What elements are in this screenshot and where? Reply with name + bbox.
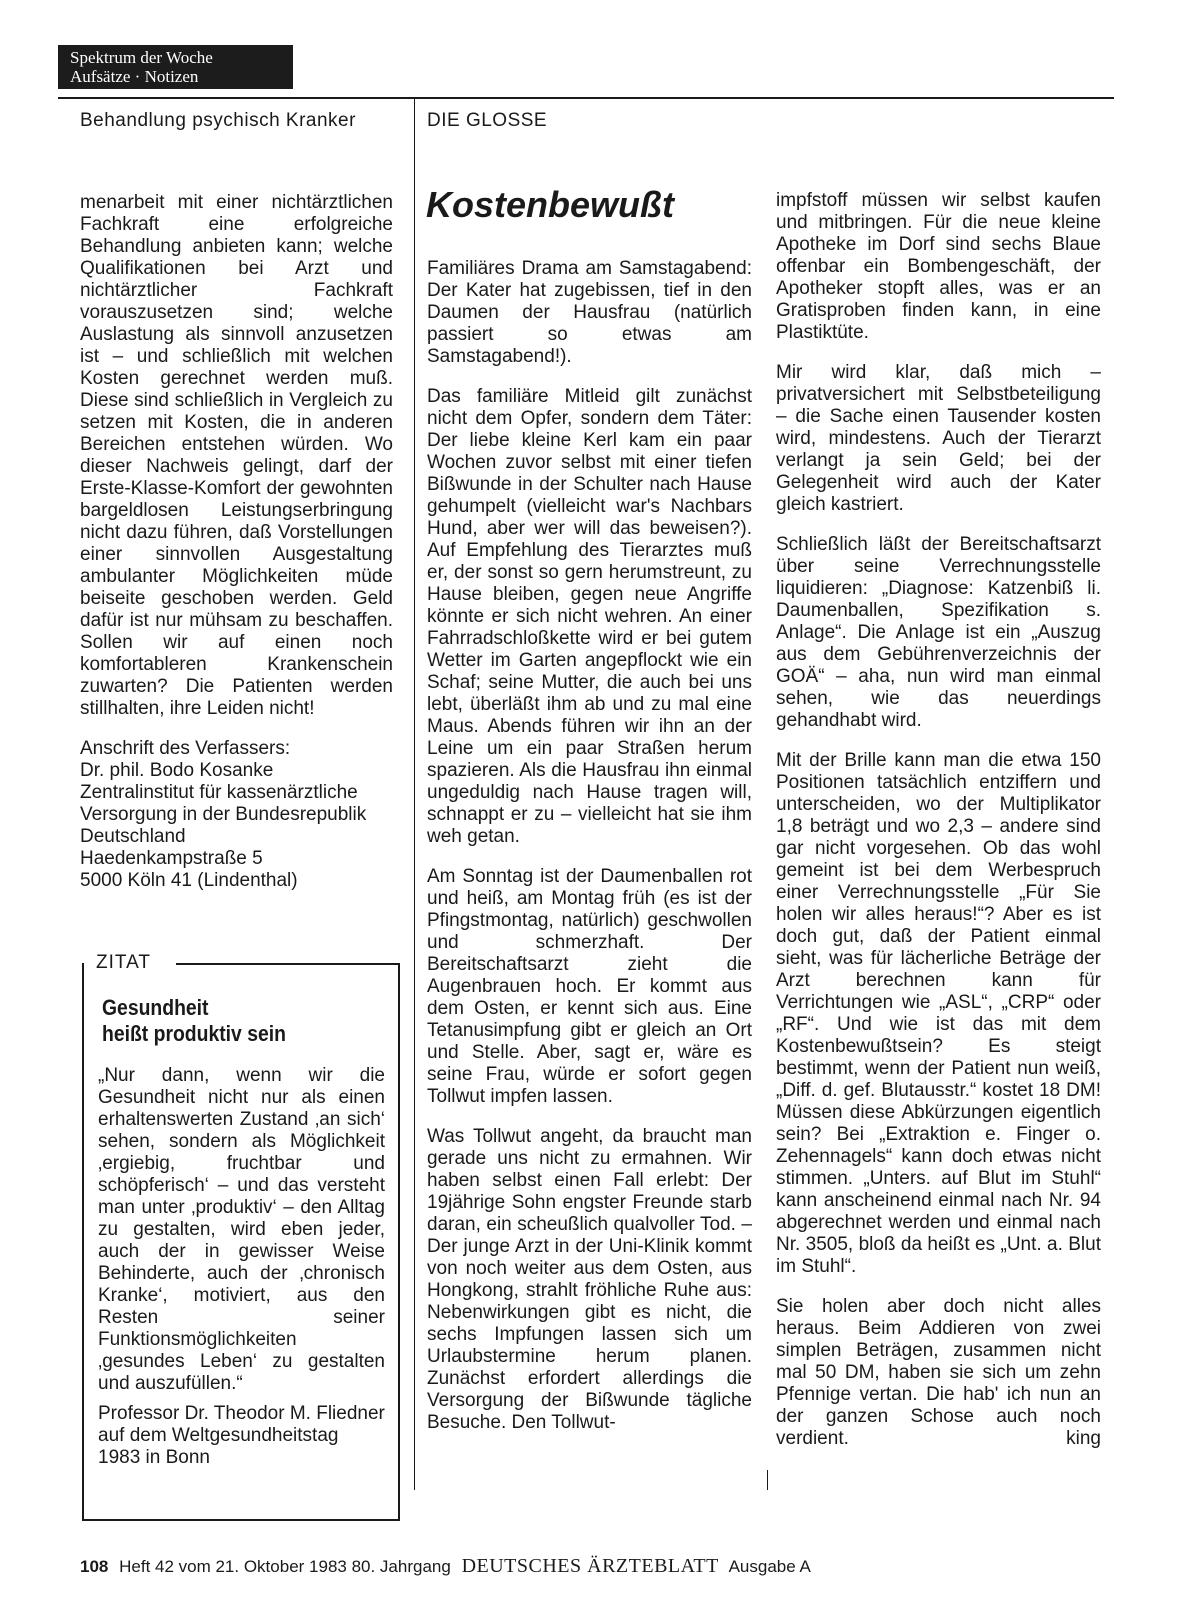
- issue-info: Heft 42 vom 21. Oktober 1983 80. Jahrgang: [119, 1557, 451, 1576]
- paragraph: Was Tollwut angeht, da braucht man gerade uns nicht zu ermahnen. Wir haben selbst einen Fall erlebt: Der 19jährige Sohn engster Freunde starb daran, ein scheußlich qualvoller Tod. – Der junge Arzt in der Uni-Klinik kommt von noch weiter aus dem Osten, aus Hongkong, strahlt fröhliche Ruhe aus: Nebenwirkungen gibt es nicht, die sechs Impfungen lassen sich um Urlaubstermine herum planen. Zunächst erfordert allerdings die Versorgung der Bißwunde tägliche Besuche. Den Tollwut-: [427, 1126, 752, 1433]
- paragraph: Mir wird klar, daß mich – privatversichert mit Selbstbeteiligung – die Sache einen Tausender kosten wird, mindestens. Auch der Tierarzt verlangt ja sein Geld; bei der Gelegenheit wird auch der Kater gleich kastriert.: [776, 362, 1101, 515]
- column-divider: [414, 99, 415, 1490]
- right-section-label: DIE GLOSSE: [427, 110, 548, 131]
- edition: Ausgabe A: [728, 1557, 811, 1576]
- paragraph-text: Sie holen aber doch nicht alles heraus. Beim Addieren von zwei simplen Beträgen, zusammen nicht mal 50 DM, haben sie sich um zehn Pfennige vertan. Die hab' ich nun an der ganzen Schose auch noch verdient.: [776, 1296, 1101, 1449]
- article-continuation: [80, 192, 393, 738]
- quote-body: [98, 1065, 385, 1477]
- header-line-2: Aufsätze · Notizen: [70, 67, 199, 86]
- paragraph-last: [776, 1296, 1101, 1450]
- paragraph: impfstoff müssen wir selbst kaufen und mitbringen. Für die neue kleine Apotheke im Dorf sind sechs Blaue offenbar ein Bombengeschäft, der Apotheker stopft alles, was er an Gratisproben finden kann, in eine Plastiktüte.: [776, 190, 1101, 343]
- glosse-column-1: [427, 258, 752, 1452]
- quote-source: Professor Dr. Theodor M. Fliedner auf dem Weltgesundheitstag 1983 in Bonn: [98, 1403, 385, 1468]
- paragraph: Am Sonntag ist der Daumenballen rot und heiß, am Montag früh (es ist der Pfingstmontag, natürlich) geschwollen und schmerzhaft. Der Bereitschaftsarzt zieht die Augenbrauen hoch. Er kommt aus dem Osten, er kennt sich aus. Eine Tetanusimpfung gibt er gleich an Ort und Stelle. Aber, sagt er, wäre es seine Frau, würde er sofort gegen Tollwut impfen lassen.: [427, 866, 752, 1107]
- section-header-box: [58, 45, 293, 89]
- glosse-column-2: [776, 190, 1101, 1468]
- left-section-label: Behandlung psychisch Kranker: [80, 110, 356, 131]
- address-line: 5000 Köln 41 (Lindenthal): [80, 870, 298, 891]
- quote-box-label: ZITAT: [96, 952, 151, 973]
- header-rule: [58, 97, 1114, 99]
- quote-headline-line-2: heißt produktiv sein: [102, 1021, 286, 1046]
- paragraph: menarbeit mit einer nichtärztlichen Fachkraft eine erfolgreiche Behandlung anbieten kann; welche Qualifikationen bei Arzt und nichtärztlicher Fachkraft vorauszusetzen sind; welche Auslastung als sinnvoll anzusetzen ist – und schließlich mit welchen Kosten gerechnet werden muß. Diese sind schließlich in Vergleich zu setzen mit Kosten, die in anderen Bereichen entstehen würden. Wo dieser Nachweis gelingt, darf der Erste-Klasse-Komfort der gewohnten bargeldlosen Leistungserbringung nicht dazu führen, daß Vorstellungen einer sinnvollen Ausgestaltung ambulanter Möglichkeiten müde beiseite geschoben werden. Geld dafür ist nur mühsam zu beschaffen. Sollen wir auf einen noch komfortableren Krankenschein zuwarten? Die Patienten werden stillhalten, ihre Leiden nicht!: [80, 192, 393, 719]
- address-line: Dr. phil. Bodo Kosanke: [80, 760, 274, 781]
- page-footer: [80, 1555, 811, 1578]
- page-number: 108: [80, 1557, 109, 1576]
- glosse-title: Kostenbewußt: [426, 184, 674, 225]
- paragraph: Familiäres Drama am Samstagabend: Der Kater hat zugebissen, tief in den Daumen der Hausfrau (natürlich passiert so etwas am Samstagabend!).: [427, 258, 752, 367]
- address-line: Haedenkampstraße 5: [80, 848, 263, 869]
- address-line: Zentralinstitut für kassenärztliche: [80, 782, 358, 803]
- author-address: [80, 738, 400, 892]
- quote-headline: [102, 995, 357, 1047]
- magazine-name: DEUTSCHES ÄRZTEBLATT: [461, 1555, 719, 1577]
- paragraph: Das familiäre Mitleid gilt zunächst nicht dem Opfer, sondern dem Täter: Der liebe kleine Kerl kam ein paar Wochen zuvor selbst mit einer tiefen Bißwunde in der Schulter nach Hause gehumpelt (vielleicht war's Nachbars Hund, aber wer will das beweisen?). Auf Empfehlung des Tierarztes muß er, der sonst so gern herumstreunt, zu Hause bleiben, gegen neue Angriffe könnte er sich nicht wehren. An einer Fahrradschloßkette wird er bei gutem Wetter im Garten angepflockt wie ein Schaf; seine Mutter, die auch bei uns lebt, überläßt ihm ab und zu mal eine Maus. Abends führen wir ihn an der Leine um ein paar Straßen herum spazieren. Als die Hausfrau ihn einmal ungeduldig nach Hause tragen will, schnappt er zu – vielleicht hat sie ihm weh getan.: [427, 386, 752, 847]
- paragraph: Mit der Brille kann man die etwa 150 Positionen tatsächlich entziffern und unterscheiden, wo der Multiplikator 1,8 beträgt und wo 2,3 – andere sind gar nicht vorgesehen. Ob das wohl gemeint ist bei dem Werbespruch einer Verrechnungsstelle „Für Sie holen wir alles heraus!“? Aber es ist doch gut, daß der Patient einmal sieht, was für lächerliche Beträge der Arzt berechnen kann für Verrichtungen wie „ASL“, „CRP“ oder „RF“. Und wie ist das mit dem Kostenbewußtsein? Es steigt bestimmt, wenn der Patient nun weiß, „Diff. d. gef. Blutausstr.“ kostet 18 DM! Müssen diese Abkürzungen eigentlich sein? Bei „Extraktion e. Finger o. Zehennagels“ kann doch etwas nicht stimmen. „Unters. auf Blut im Stuhl“ kann anscheinend einmal nach Nr. 94 abgerechnet werden und einmal nach Nr. 3505, bloß da heißt es „Unt. a. Blut im Stuhl“.: [776, 750, 1101, 1277]
- address-line: Versorgung in der Bundesrepublik: [80, 804, 367, 825]
- column-divider-short: [767, 1470, 768, 1490]
- quote-headline-line-1: Gesundheit: [102, 995, 209, 1020]
- header-line-1: Spektrum der Woche: [70, 48, 213, 67]
- address-line: Anschrift des Verfassers:: [80, 738, 291, 759]
- quote-box-top-rule: [176, 963, 400, 965]
- author-signature: king: [1066, 1428, 1101, 1449]
- address-line: Deutschland: [80, 826, 186, 847]
- paragraph: Schließlich läßt der Bereitschaftsarzt über seine Verrechnungsstelle liquidieren: „Diagnose: Katzenbiß li. Daumenballen, Spezifikation s. Anlage“. Die Anlage ist ein „Auszug aus dem Gebührenverzeichnis der GOÄ“ – aha, nun wird man einmal sehen, wie das neuerdings gehandhabt wird.: [776, 534, 1101, 731]
- quote-text: „Nur dann, wenn wir die Gesundheit nicht nur als einen erhaltenswerten Zustand ‚an sich‘ sehen, sondern als Möglichkeit ‚ergiebig, fruchtbar und schöpferisch‘ – und das versteht man unter ‚produktiv‘ – den Alltag zu gestalten, wird eben jeder, auch der in gewisser Weise Behinderte, auch der ‚chronisch Kranke‘, motiviert, aus den Resten seiner Funktionsmöglichkeiten ‚gesundes Leben‘ zu gestalten und auszufüllen.“: [98, 1065, 385, 1394]
